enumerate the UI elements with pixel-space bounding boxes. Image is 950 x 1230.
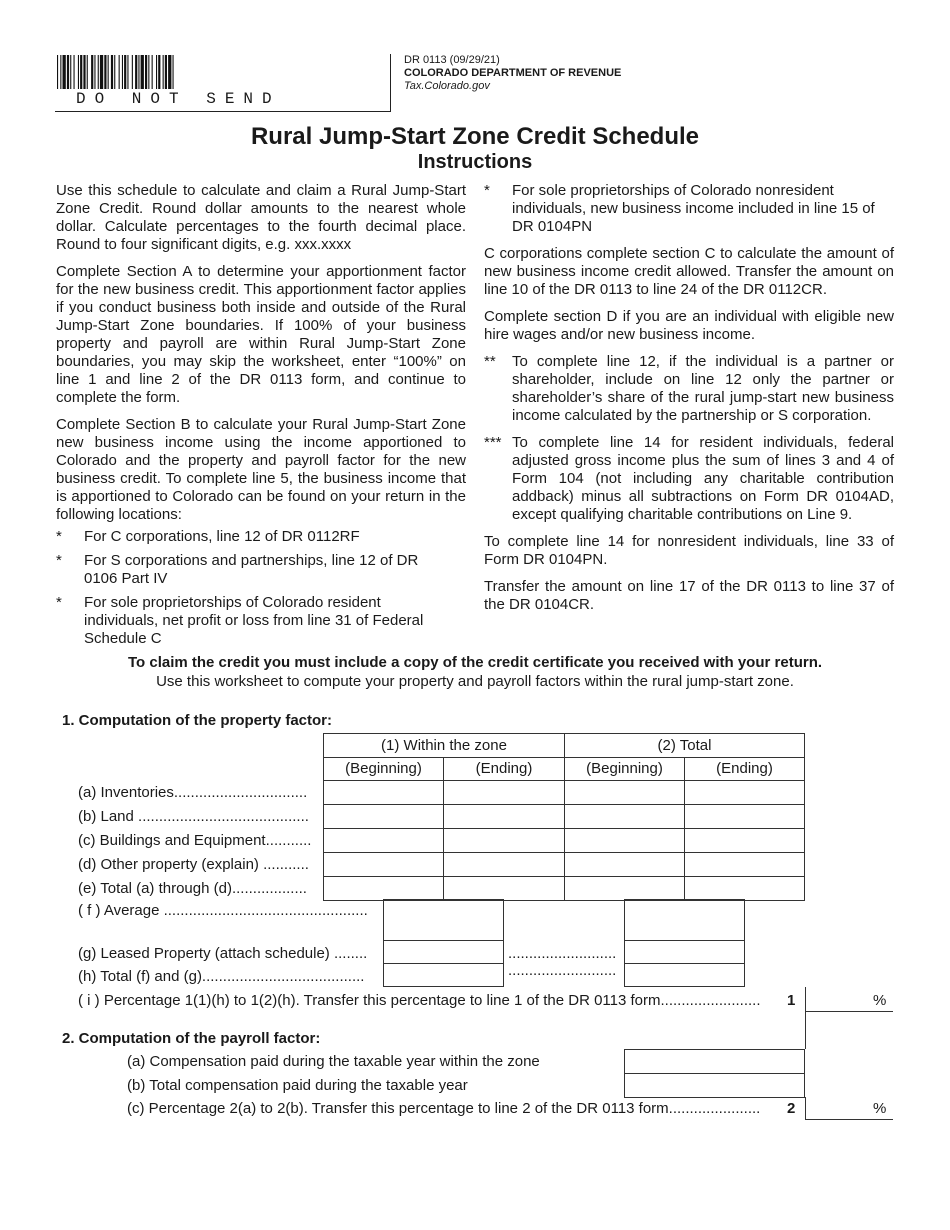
note-line-12: ** To complete line 12, if the individual is a partner or shareholder, include on line 12 only the partner or shareholder’s share of the rural jump-start new business income calculated by the partnership or S corporation.: [484, 353, 894, 424]
instructions-left-column: [56, 182, 466, 654]
nonresident-paragraph: To complete line 14 for nonresident individuals, line 33 of Form DR 0104PN.: [484, 533, 894, 568]
property-row-input[interactable]: [323, 804, 444, 829]
property-row-input[interactable]: [323, 852, 444, 877]
section-c-paragraph: C corporations complete section C to calculate the amount of new business income credit allowed. Transfer the amount on line 10 of the DR 0113 to line 24 of the DR 0112CR.: [484, 245, 894, 298]
total-fg-total-input[interactable]: [624, 963, 745, 987]
barcode-bar: [98, 55, 99, 89]
credit-certificate-notice: To claim the credit you must include a copy of the credit certificate you received with your return.: [127, 654, 823, 671]
property-row-input[interactable]: [564, 876, 685, 901]
payroll-percentage-label: (c) Percentage 2(a) to 2(b). Transfer this percentage to line 2 of the DR 0113 form......................: [127, 1100, 761, 1117]
leased-total-input[interactable]: [624, 940, 745, 964]
average-label: ( f ) Average .................................................: [78, 902, 368, 919]
section-d-paragraph: Complete section D if you are an individual with eligible new hire wages and/or new business income.: [484, 308, 894, 343]
payroll-a-label: (a) Compensation paid during the taxable year within the zone: [127, 1053, 540, 1070]
property-row-label: (d) Other property (explain) ...........: [78, 856, 309, 873]
website: Tax.Colorado.gov: [404, 80, 490, 92]
barcode-bar: [156, 55, 157, 89]
barcode-bar: [135, 55, 137, 89]
page-title: Rural Jump-Start Zone Credit Schedule: [250, 123, 700, 150]
barcode-bar: [83, 55, 85, 89]
barcode-bar: [67, 55, 69, 89]
line-number-2: 2: [787, 1100, 796, 1117]
barcode-bar: [119, 55, 120, 89]
header-within-zone: (1) Within the zone: [323, 733, 565, 758]
property-row-input[interactable]: [443, 876, 565, 901]
property-row-input[interactable]: [684, 780, 805, 805]
barcode-bar: [57, 55, 58, 89]
barcode-bar: [87, 55, 88, 89]
leader-dots: ..........................: [508, 962, 617, 979]
subheader-total-beginning: (Beginning): [564, 757, 685, 781]
leased-within-input[interactable]: [383, 940, 504, 964]
barcode-bar: [104, 55, 106, 89]
property-row-input[interactable]: [684, 828, 805, 853]
barcode-bar: [165, 55, 167, 89]
barcode-bar: [158, 55, 160, 89]
barcode-bar: [78, 55, 79, 89]
payroll-percentage-input[interactable]: [808, 1097, 868, 1117]
property-row-input[interactable]: [443, 828, 565, 853]
worksheet-notice: Use this worksheet to compute your property and payroll factors within the rural jump-start zone.: [156, 673, 794, 690]
property-percentage-label: ( i ) Percentage 1(1)(h) to 1(2)(h). Transfer this percentage to line 1 of the DR 0113 form........................: [78, 992, 761, 1009]
barcode-bar: [163, 55, 164, 89]
property-row-input[interactable]: [564, 828, 685, 853]
total-fg-label: (h) Total (f) and (g).......................................: [78, 968, 365, 985]
form-code: DR 0113 (09/29/21): [404, 54, 500, 66]
barcode-bar: [80, 55, 82, 89]
property-row-input[interactable]: [443, 852, 565, 877]
property-row-input[interactable]: [323, 780, 444, 805]
property-row-input[interactable]: [323, 876, 444, 901]
average-total-input[interactable]: [624, 899, 745, 941]
percentage-1-underline: [805, 1011, 893, 1012]
property-row-label: (a) Inventories................................: [78, 784, 308, 801]
barcode-bar: [173, 55, 174, 89]
section-b-paragraph: Complete Section B to calculate your Rural Jump-Start Zone new business income using the income apportioned to Colorado and the property and payroll factor for the new business credit. To complete line 5, the business income that is apportioned to Colorado can be found on your return in the following locations:: [56, 416, 466, 523]
line-number-1: 1: [787, 992, 796, 1009]
property-row-input[interactable]: [564, 852, 685, 877]
property-row-label: (b) Land .........................................: [78, 808, 309, 825]
barcode-bar: [145, 55, 147, 89]
barcode-bar: [148, 55, 149, 89]
bullet-item: * For C corporations, line 12 of DR 0112RF: [56, 528, 360, 545]
divider: [805, 1097, 806, 1120]
property-row-label: (e) Total (a) through (d)..................: [78, 880, 307, 897]
barcode-bar: [94, 55, 95, 89]
leased-property-label: (g) Leased Property (attach schedule) ........: [78, 945, 368, 962]
barcode-bar: [74, 55, 75, 89]
intro-paragraph: Use this schedule to calculate and claim a Rural Jump-Start Zone Credit. Round dollar amounts to the nearest whole dollar. Calculate percentages to the fourth decimal place. Round to four significant digits, e.g. xxx.xxxx: [56, 182, 466, 253]
divider: [805, 1011, 806, 1049]
property-row-input[interactable]: [564, 804, 685, 829]
property-row-input[interactable]: [684, 876, 805, 901]
divider: [805, 987, 806, 1012]
leader-dots: ..........................: [508, 945, 617, 962]
barcode-bar: [152, 55, 153, 89]
barcode-bar: [127, 55, 128, 89]
barcode-bar: [114, 55, 115, 89]
percent-sign-1: %: [873, 992, 887, 1009]
transfer-paragraph: Transfer the amount on line 17 of the DR 0113 to line 37 of the DR 0104CR.: [484, 578, 894, 613]
barcode-bar: [124, 55, 126, 89]
payroll-within-zone-input[interactable]: [624, 1049, 805, 1074]
section-a-paragraph: Complete Section A to determine your apportionment factor for the new business credit. This apportionment factor applies if you conduct business both inside and outside of the Rural Jump-Start Zone boundaries. If 100% of your business property and payroll are within Rural Jump-Start Zone boundaries, you may skip the worksheet, enter “100%” on line 1 and line 2 of the DR 0113 form, and continue to complete the form.: [56, 263, 466, 406]
department-name: COLORADO DEPARTMENT OF REVENUE: [404, 67, 622, 79]
note-line-14: *** To complete line 14 for resident individuals, federal adjusted gross income plus the sum of lines 3 and 4 of Form 104 (not including any charitable contribution addback) minus all subtractions on Form DR 0104AD, except qualifying charitable contributions on Line 9.: [484, 434, 894, 523]
average-within-input[interactable]: [383, 899, 504, 941]
subheader-within-ending: (Ending): [443, 757, 565, 781]
barcode-bar: [141, 55, 144, 89]
property-row-input[interactable]: [684, 852, 805, 877]
barcode-bar: [122, 55, 123, 89]
property-row-input[interactable]: [684, 804, 805, 829]
property-row-label: (c) Buildings and Equipment...........: [78, 832, 312, 849]
instructions-right-column: [484, 182, 894, 623]
page-subtitle: Instructions: [417, 151, 533, 173]
total-fg-within-input[interactable]: [383, 963, 504, 987]
percentage-2-underline: [805, 1119, 893, 1120]
barcode-bar: [100, 55, 103, 89]
subheader-within-beginning: (Beginning): [323, 757, 444, 781]
property-row-input[interactable]: [443, 780, 565, 805]
barcode: [57, 55, 277, 89]
header-total: (2) Total: [564, 733, 805, 758]
percent-sign-2: %: [873, 1100, 887, 1117]
barcode-bar: [63, 55, 66, 89]
barcode-bar: [70, 55, 71, 89]
barcode-bar: [168, 55, 171, 89]
bullet-item: * For sole proprietorships of Colorado resident individuals, net profit or loss from line 31 of Federal Schedule C: [56, 594, 424, 647]
barcode-bar: [108, 55, 109, 89]
property-row-input[interactable]: [323, 828, 444, 853]
barcode-bar: [138, 55, 139, 89]
bullet-item: * For S corporations and partnerships, line 12 of DR 0106 Part IV: [56, 552, 419, 587]
property-percentage-input[interactable]: [808, 989, 868, 1009]
payroll-factor-heading: 2. Computation of the payroll factor:: [62, 1030, 321, 1047]
property-row-input[interactable]: [443, 804, 565, 829]
barcode-bar: [60, 55, 61, 89]
barcode-bar: [132, 55, 133, 89]
payroll-b-label: (b) Total compensation paid during the taxable year: [127, 1077, 468, 1094]
barcode-bar: [111, 55, 113, 89]
subheader-total-ending: (Ending): [684, 757, 805, 781]
property-row-input[interactable]: [564, 780, 685, 805]
barcode-bar: [91, 55, 93, 89]
property-factor-heading: 1. Computation of the property factor:: [62, 712, 332, 729]
do-not-send-label: DO NOT SEND: [76, 90, 281, 108]
bullet-item: * For sole proprietorships of Colorado nonresident individuals, new business income included in line 15 of DR 0104PN: [484, 182, 875, 235]
payroll-total-input[interactable]: [624, 1073, 805, 1098]
